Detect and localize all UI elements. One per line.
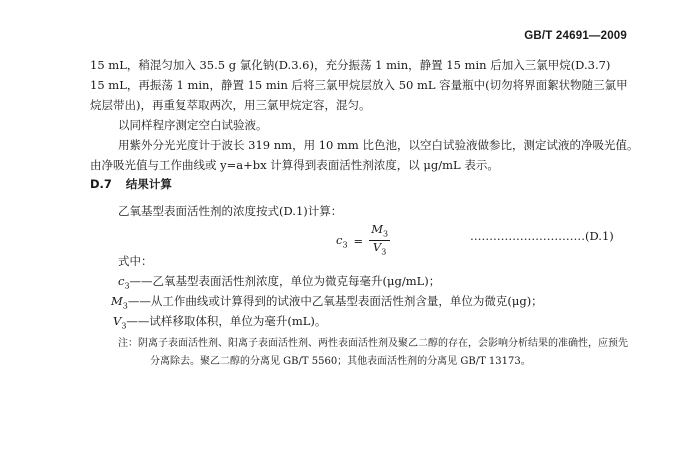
body-line-1: 15 mL，稍混匀加入 35.5 g 氯化钠(D.3.6)，充分振荡 1 min，静置 15 min 后加入三氯甲烷(D.3.7) [90,58,611,72]
definition-c3: $c_3——$乙氧基型表面活性剂浓度，单位为微克每毫升(μg/mL)； [118,274,441,291]
standard-number: GB/T 24691—2009 [524,30,627,42]
body-line-6: 由净吸光值与工作曲线或 y=a+bx 计算得到表面活性剂浓度，以 μg/mL 表示。 [90,158,499,172]
section-title: 结果计算 [125,177,172,191]
formula-equals: = [353,233,364,248]
where-label: 式中： [118,254,153,268]
body-line-2: 15 mL，再振荡 1 min，静置 15 min 后将三氯甲烷层放入 50 mL 容量瓶中(切勿将界面絮状物随三氯甲 [90,78,628,92]
equation-number: …………………………(D.1) [470,229,614,243]
definition-v3: $V_3——$试样移取体积，单位为毫升(mL)。 [113,314,327,331]
formula-d1 [336,223,390,259]
body-line-3: 烷层带出)，再重复萃取两次，用三氯甲烷定容，混匀。 [90,98,371,112]
section-heading [90,176,172,192]
body-line-5: 用紫外分光光度计于波长 319 nm，用 10 mm 比色池，以空白试验液做参比，测定试液的净吸光值。 [118,138,639,152]
note-line-2: 分离除去。聚乙二醇的分离见 GB/T 5560；其他表面活性剂的分离见 GB/T 13173。 [150,356,531,367]
formula-numerator: $M_3$ [369,223,390,241]
formula-fraction [369,223,390,259]
formula-denominator: $V_3$ [372,240,387,257]
formula-lhs: $c_3$ [336,232,348,249]
definition-m3: $M_3——$从工作曲线或计算得到的试液中乙氧基型表面活性剂含量，单位为微克(μg)； [111,294,543,311]
formula-intro: 乙氧基型表面活性剂的浓度按式(D.1)计算： [118,204,343,218]
note-line-1: 注：阴离子表面活性剂、阳离子表面活性剂、两性表面活性剂及聚乙二醇的存在，会影响分析结果的准确性，应预先 [118,338,628,349]
section-number: D.7 [90,177,112,191]
body-line-4: 以同样程序测定空白试验液。 [118,118,268,132]
